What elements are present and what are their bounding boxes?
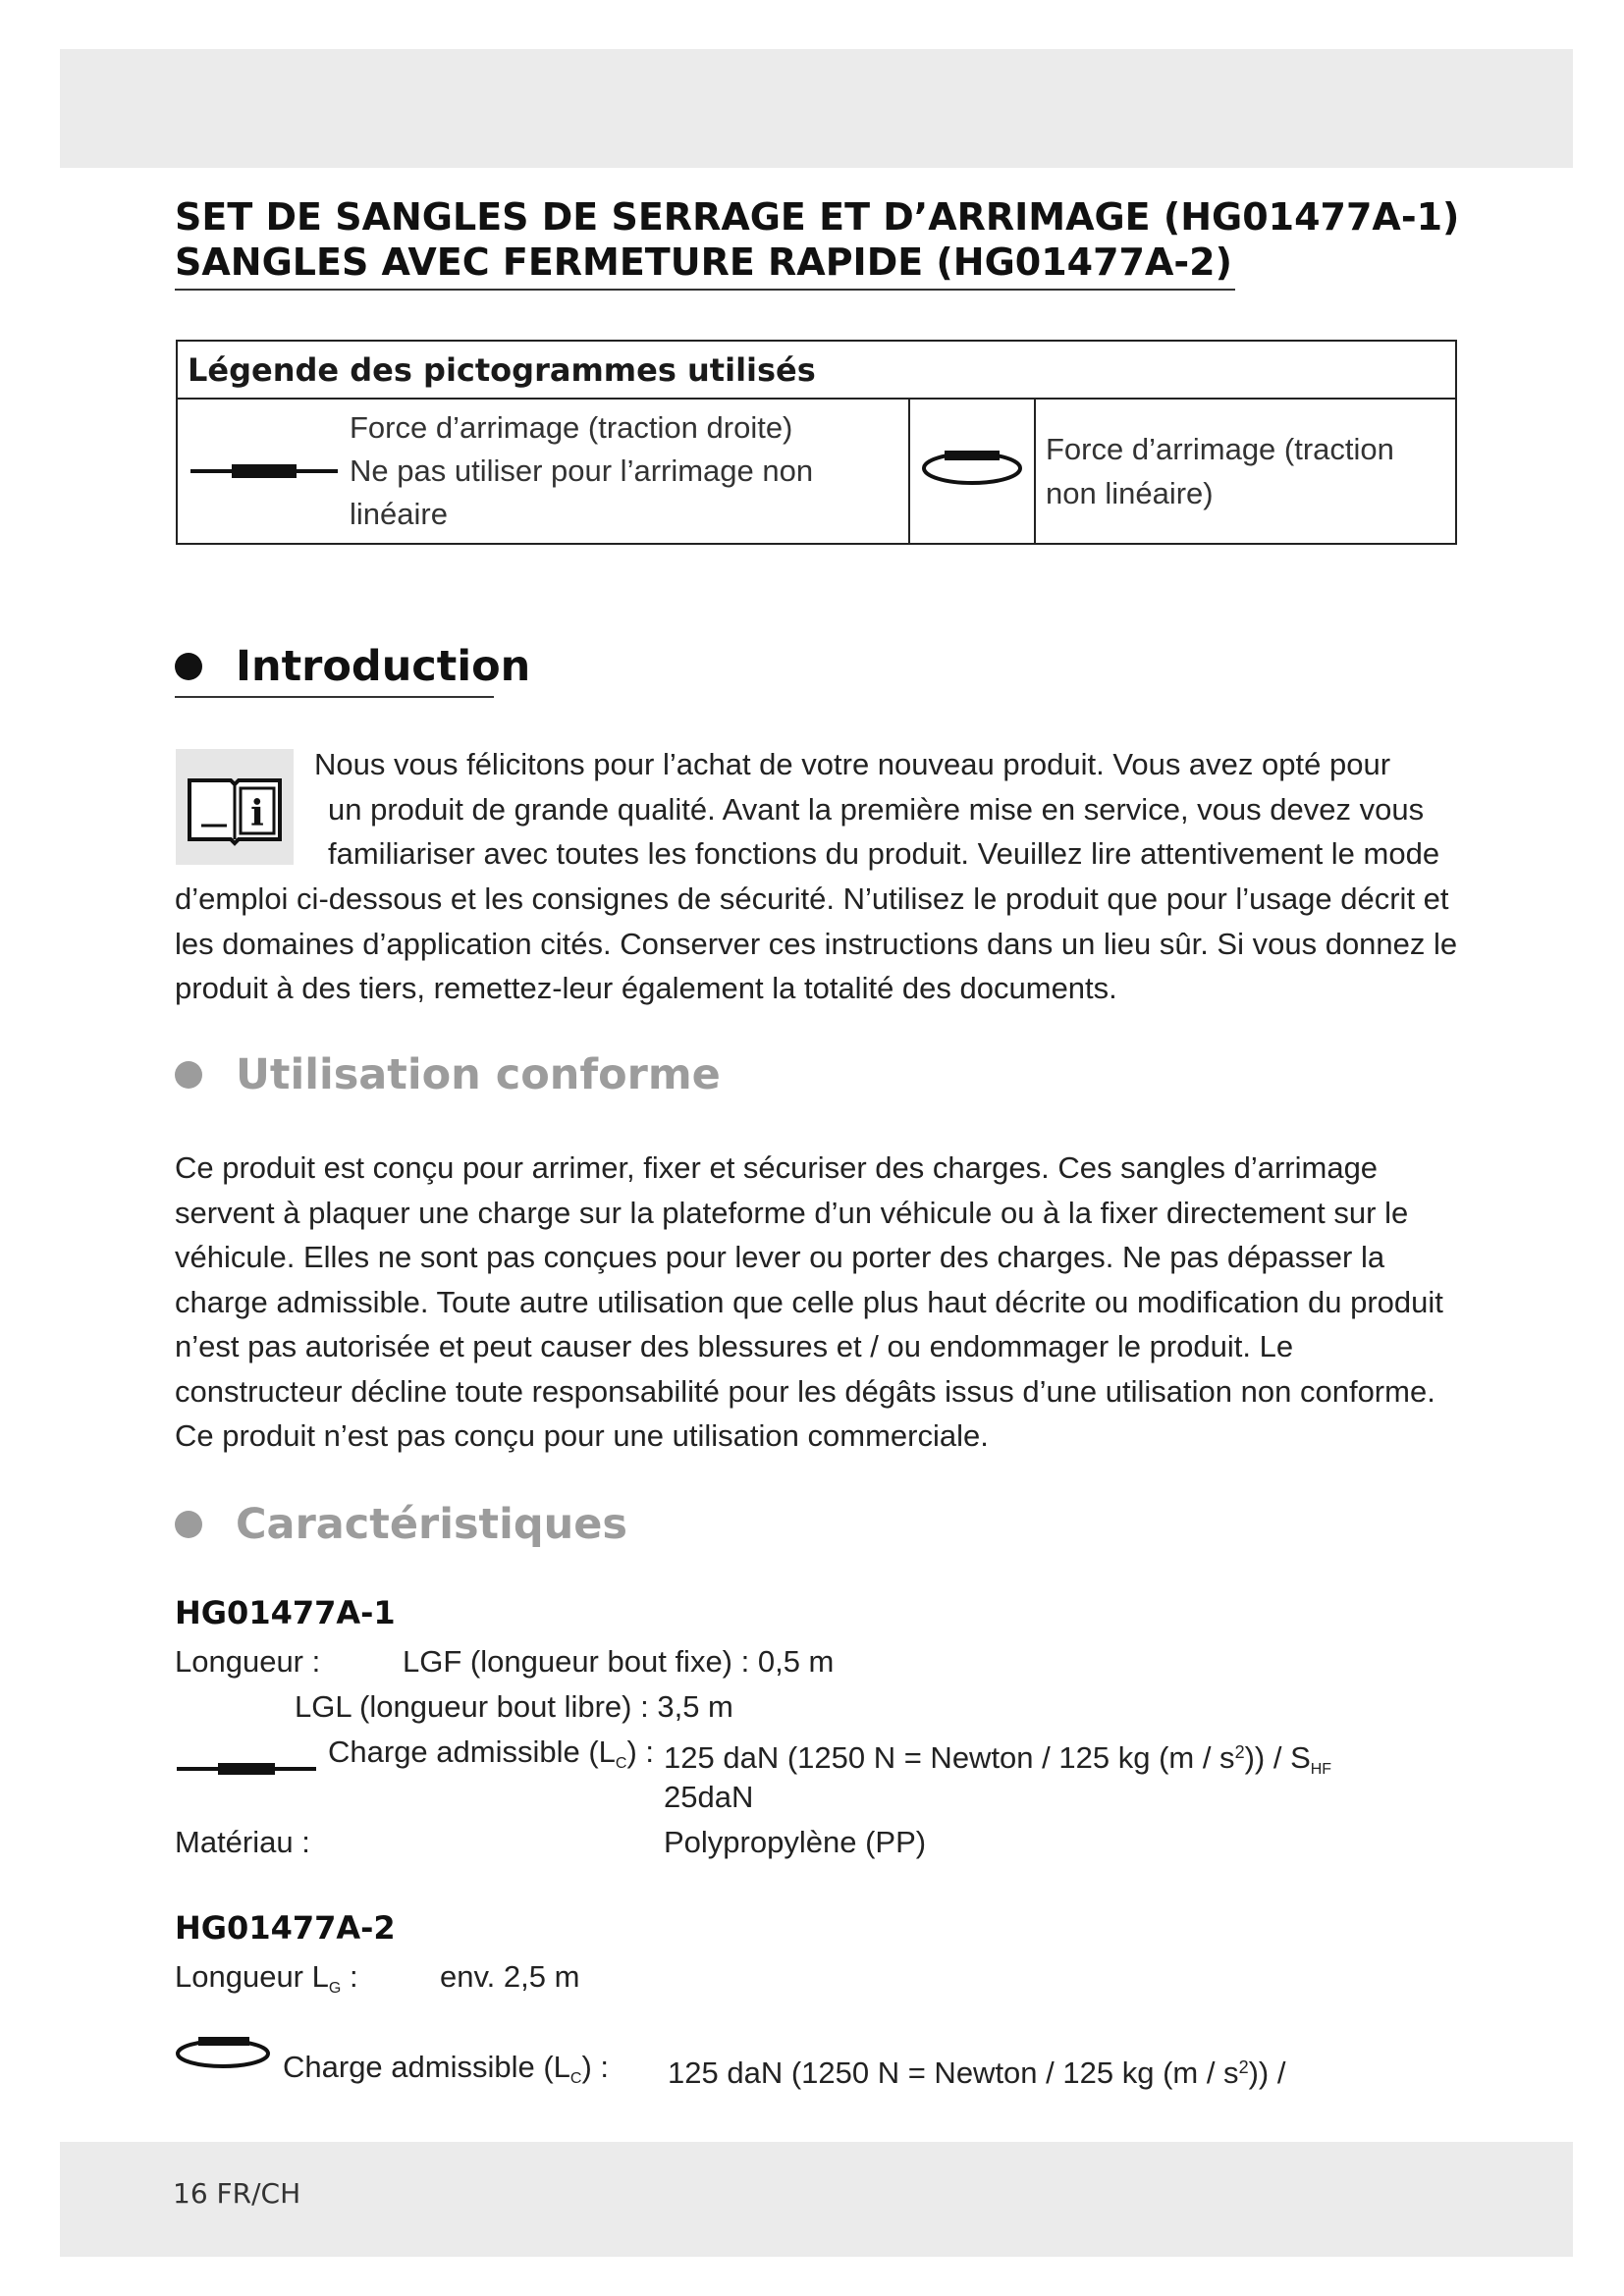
- length-label-g: Longueur $L_G$ :: [175, 1959, 358, 1997]
- load-label: Charge admissible $(L_C)$ :: [328, 1735, 655, 1772]
- legend-straight-line-1: Force d’arrimage (traction droite): [350, 410, 793, 445]
- length-value: env. 2,5 m: [440, 1959, 580, 1994]
- load-value: 125 daN (1250 N = Newton / 125 kg $(m / s^2)) / S_{HF}$: [664, 1740, 1332, 1778]
- lgf-value: LGF (longueur bout fixe) : 0,5 m: [403, 1644, 835, 1679]
- title-line-1: SET DE SANGLES DE SERRAGE ET D’ARRIMAGE (HG01477A-1): [175, 195, 1460, 239]
- bullet-icon: [175, 1511, 202, 1538]
- footer-band: [60, 2142, 1573, 2257]
- pictogram-legend-table: [176, 340, 1457, 545]
- introduction-text-indented: [314, 742, 1463, 877]
- document-title: [175, 194, 1461, 291]
- page-number: 16 FR/CH: [173, 2177, 301, 2210]
- header-band: [60, 49, 1573, 168]
- legend-loop-cell: [1035, 399, 1456, 544]
- model-hg01477a-1: HG01477A-1: [175, 1594, 396, 1631]
- loop-strap-icon: [173, 2030, 273, 2083]
- load-value-2: 125 daN (1250 N = Newton / 125 kg $(m / s^2)$) /: [668, 2056, 1286, 2090]
- material-value: Polypropylène (PP): [664, 1825, 927, 1859]
- straight-strap-icon: [177, 1747, 316, 1787]
- legend-loop-line-1: Force d’arrimage (traction: [1046, 432, 1394, 466]
- legend-heading: Légende des pictogrammes utilisés: [177, 341, 1456, 399]
- introduction-paragraph: d’emploi ci-dessous et les consignes de sécurité. N’utilisez le produit que pour l’usage décrit et les domaines d’application cités. Conserver ces instructions dans un lieu sûr. Si vous donnez le produit à des tiers, remettez-leur également la totalité des documents.: [175, 881, 1458, 1005]
- legend-loop-line-2: non linéaire): [1046, 476, 1214, 510]
- length-label: Longueur :: [175, 1644, 321, 1679]
- model-hg01477a-2: HG01477A-2: [175, 1909, 396, 1947]
- bullet-icon: [175, 1061, 202, 1089]
- info-book-icon: [176, 749, 294, 865]
- loop-strap-icon: [909, 399, 1035, 544]
- intro-line-2: un produit de grande qualité. Avant la première mise en service, vous devez vous: [328, 791, 1425, 827]
- intro-line-3: familiariser avec toutes les fonctions du produit. Veuillez lire attentivement le mode: [328, 836, 1440, 871]
- title-underline: [175, 289, 1235, 291]
- material-label: Matériau :: [175, 1825, 310, 1859]
- legend-straight-line-3: linéaire: [350, 497, 448, 531]
- load-value-line-2: 25daN: [664, 1780, 754, 1814]
- utilisation-paragraph: Ce produit est conçu pour arrimer, fixer et sécuriser des charges. Ces sangles d’arrimage servent à plaquer une charge sur la plateforme d’un véhicule ou à la fixer directement sur le véhicule. Elles ne sont pas conçues pour lever ou porter des charges. Ne pas dépasser la charge admissible. Toute autre utilisation que celle plus haut décrite ou modification du produit n’est pas autorisée et peut causer des blessures et / ou endommager le produit. Le constructeur décline toute responsabilité pour les dégâts issus d’une utilisation non conforme. Ce produit n’est pas conçu pour une utilisation commerciale.: [175, 1150, 1443, 1453]
- load-label-2: Charge admissible $(L_C)$ :: [283, 2050, 610, 2087]
- lgl-value: LGL (longueur bout libre) : 3,5 m: [295, 1689, 733, 1724]
- utilisation-heading: Utilisation conforme: [175, 1050, 721, 1099]
- intro-line-1: Nous vous félicitons pour l’achat de votre nouveau produit. Vous avez opté pour: [314, 747, 1391, 781]
- bullet-icon: [175, 653, 202, 680]
- svg-text:i: i: [250, 793, 264, 834]
- caracteristiques-heading: Caractéristiques: [175, 1500, 627, 1549]
- straight-strap-icon: [178, 461, 350, 481]
- legend-straight-line-2: Ne pas utiliser pour l’arrimage non: [350, 454, 814, 488]
- legend-straight-cell: [177, 399, 909, 544]
- title-line-2: SANGLES AVEC FERMETURE RAPIDE (HG01477A-2): [175, 240, 1232, 284]
- introduction-underline: [175, 696, 494, 698]
- introduction-heading: Introduction: [175, 642, 530, 691]
